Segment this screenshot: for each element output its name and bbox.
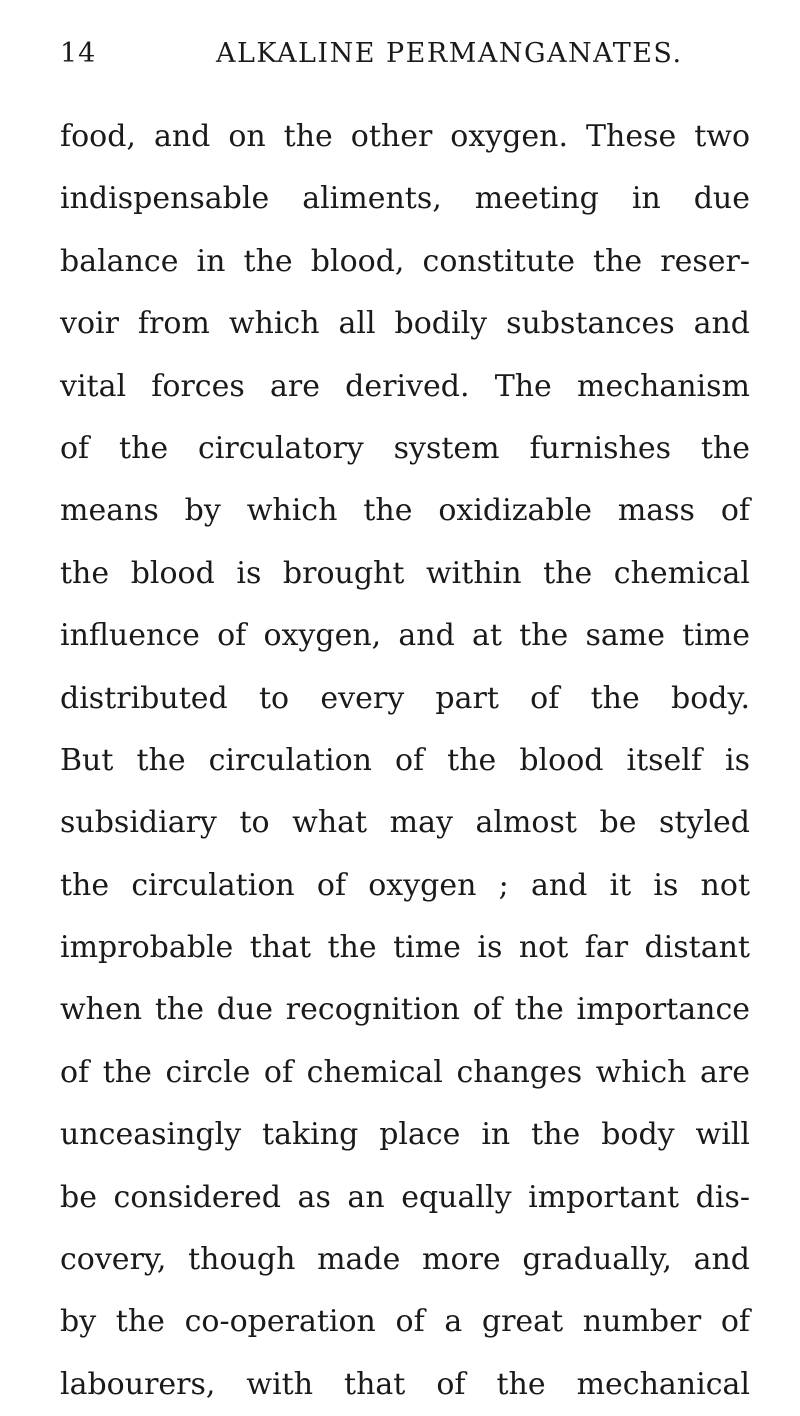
text-line: improbable that the time is not far distant	[60, 930, 750, 966]
text-line: food, and on the other oxygen. These two	[60, 119, 750, 154]
text-line: unceasingly taking place in the body will	[60, 1117, 750, 1153]
running-title: ALKALINE PERMANGANATES.	[216, 38, 683, 69]
text-line: subsidiary to what may almost be styled	[60, 805, 750, 841]
text-line: means by which the oxidizable mass of	[60, 493, 750, 529]
text-line: the blood is brought within the chemical	[60, 555, 750, 591]
text-line: vital forces are derived. The mechanism	[60, 368, 750, 404]
text-line: be considered as an equally important dis-	[60, 1179, 750, 1215]
text-line: of the circulatory system furnishes the	[60, 430, 750, 466]
page-number: 14	[60, 38, 97, 69]
text-line: distributed to every part of the body.	[60, 680, 750, 716]
text-line: the circulation of oxygen ; and it is not	[60, 867, 750, 903]
body-text	[60, 106, 750, 1416]
text-line: balance in the blood, constitute the reser-	[60, 243, 750, 279]
text-line: indispensable aliments, meeting in due	[60, 181, 750, 217]
text-line: But the circulation of the blood itself is	[60, 742, 750, 778]
text-line: covery, though made more gradually, and	[60, 1242, 750, 1278]
page-header	[60, 38, 750, 78]
text-line: voir from which all bodily substances and	[60, 306, 750, 342]
text-line: by the co-operation of a great number of	[60, 1304, 750, 1340]
text-line: of the circle of chemical changes which are	[60, 1054, 750, 1090]
text-line: influence of oxygen, and at the same time	[60, 618, 750, 654]
text-line: labourers, with that of the mechanical	[60, 1366, 750, 1402]
text-line: when the due recognition of the importance	[60, 992, 750, 1028]
